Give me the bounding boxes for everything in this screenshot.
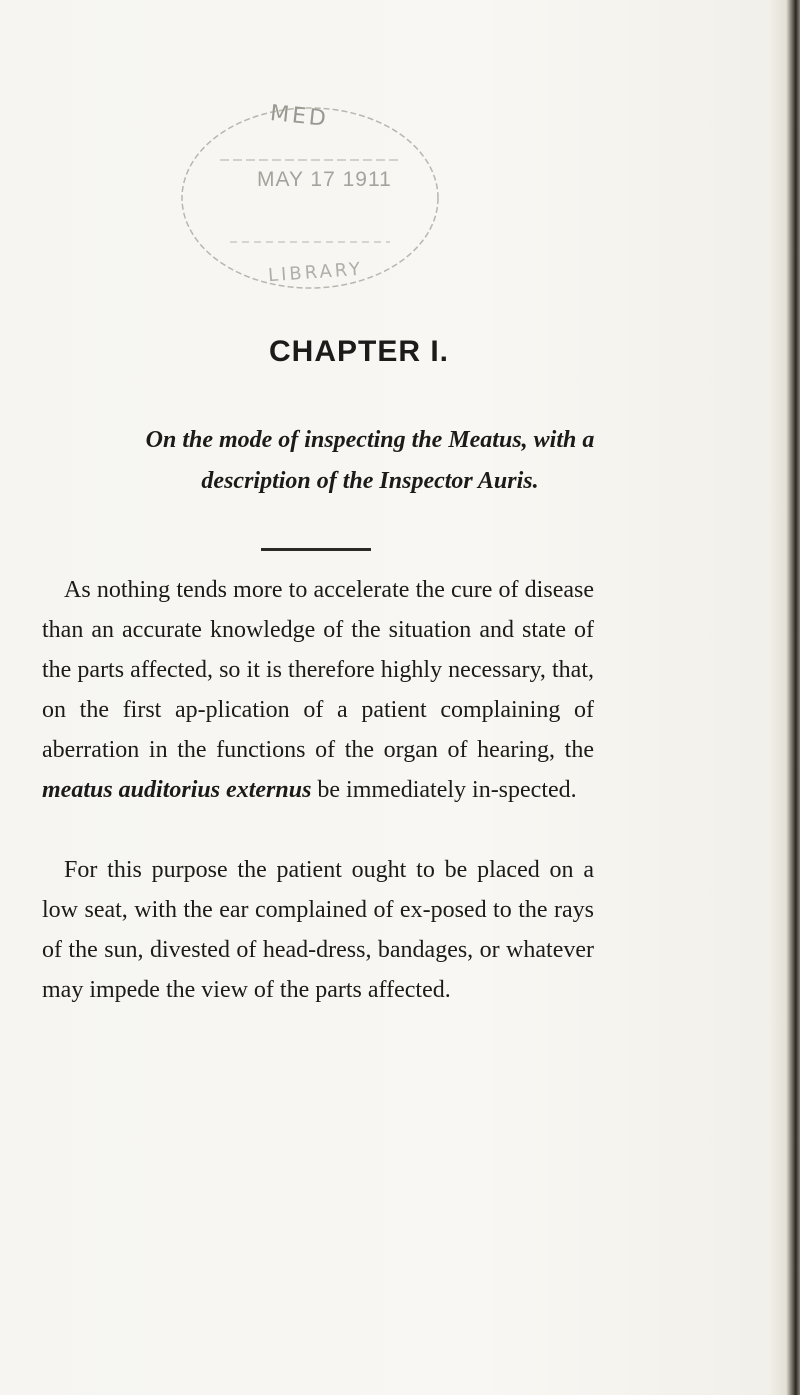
paragraph-1 [42, 570, 594, 810]
chapter-title: CHAPTER I. [268, 335, 449, 368]
paragraph-2: For this purpose the patient ought to be placed on a low seat, with the ear complained of ex-posed to the rays of the sun, divested of head-dress, bandages, or whatever may impede the view of the parts affected. [42, 857, 594, 1003]
chapter-subtitle: On the mode of inspecting the Meatus, with a description of the Inspector Auris. [145, 427, 595, 494]
paragraph-1-text-start: As nothing tends more to accelerate the cure of disease than an accurate knowledge of the situation and state of the parts affected, so it is therefore highly necessary, that, on the first ap-plication of a patient complaining of aberration in the functions of the organ of hearing, the [42, 577, 594, 763]
library-stamp [160, 90, 460, 310]
paragraph-1-latin-term: meatus auditorius externus [42, 777, 312, 803]
section-divider [261, 548, 371, 551]
stamp-top-text: MED [268, 100, 330, 133]
stamp-bottom-text: LIBRARY [267, 258, 364, 287]
page-edge-shadow [786, 0, 800, 1395]
paragraph-1-text-end: be immediately in-spected. [311, 777, 577, 803]
stamp-date: MAY 17 1911 [257, 168, 392, 191]
